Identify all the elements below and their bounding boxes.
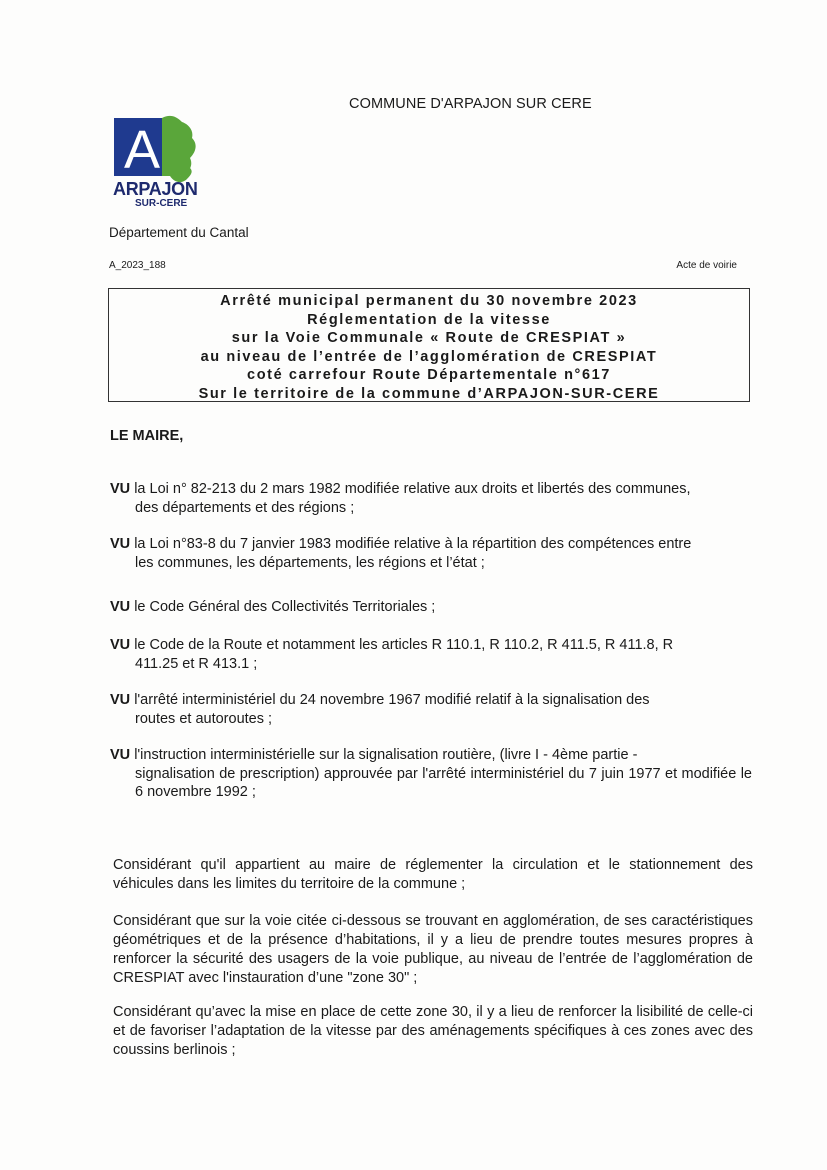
vu-clause: [110, 535, 752, 572]
vu-text-first: l'instruction interministérielle sur la signalisation routière, (livre I - 4ème partie -: [134, 747, 638, 763]
vu-keyword: VU: [110, 481, 131, 497]
vu-text-rest: 411.25 et R 413.1 ;: [135, 655, 258, 672]
vu-keyword: VU: [110, 747, 131, 763]
vu-keyword: VU: [110, 599, 131, 615]
departement: Département du Cantal: [109, 225, 249, 240]
vu-text-first: le Code de la Route et notamment les articles R 110.1, R 110.2, R 411.5, R 411.8, R: [134, 637, 674, 653]
considerant-paragraph: Considérant qu’avec la mise en place de cette zone 30, il y a lieu de renforcer la lisibilité de celle-ci et de favoriser l’adaptation de la vitesse par des aménagements spécifiques à ces zones avec des coussins berlinois ;: [113, 1004, 753, 1058]
logo-sub: SUR-CERE: [135, 198, 188, 209]
vu-text-rest: routes et autoroutes ;: [135, 710, 273, 727]
vu-text-rest: signalisation de prescription) approuvée par l'arrêté interministériel du 7 juin 1977 et modifiée le 6 novembre 1992 ;: [135, 765, 752, 800]
title-line: au niveau de l’entrée de l’agglomération de CRESPIAT: [200, 348, 658, 365]
vu-text-first: le Code Général des Collectivités Territoriales ;: [134, 599, 436, 615]
vu-clause: [110, 636, 752, 673]
commune-header: COMMUNE D'ARPAJON SUR CERE: [349, 96, 592, 112]
vu-text-first: l'arrêté interministériel du 24 novembre 1967 modifié relatif à la signalisation des: [134, 692, 650, 708]
vu-keyword: VU: [110, 536, 131, 552]
acte-type: Acte de voirie: [676, 260, 737, 271]
vu-keyword: VU: [110, 692, 131, 708]
title-line: Réglementation de la vitesse: [307, 311, 551, 328]
vu-keyword: VU: [110, 637, 131, 653]
considerant-paragraph: Considérant qu'il appartient au maire de réglementer la circulation et le stationnement des véhicules dans les limites du territoire de la commune ;: [113, 857, 753, 892]
vu-text-rest: les communes, les départements, les régions et l’état ;: [135, 554, 485, 571]
title-line: Sur le territoire de la commune d’ARPAJON-SUR-CERE: [198, 385, 660, 402]
logo-letter: A: [123, 120, 161, 180]
vu-clause: [110, 598, 752, 617]
logo-wordmark: [113, 180, 203, 209]
title-line: coté carrefour Route Départementale n°617: [247, 367, 611, 384]
le-maire-heading: LE MAIRE,: [110, 428, 184, 444]
vu-text-rest: des départements et des régions ;: [135, 499, 355, 516]
title-line: sur la Voie Communale « Route de CRESPIAT »: [231, 330, 627, 347]
considerant-paragraph: Considérant que sur la voie citée ci-dessous se trouvant en agglomération, de ses caractéristiques géométriques et de la présence d’habitations, il y a lieu de prendre toutes mesures propres à renforcer la sécurité des usagers de la voie publique, au niveau de l’entrée de l’agglomération de CRESPIAT avec l'instauration d’une "zone 30" ;: [113, 913, 753, 986]
title-line: Arrêté municipal permanent du 30 novembre 2023: [220, 293, 638, 309]
vu-clause: [110, 691, 752, 728]
vu-clause: [110, 746, 752, 802]
vu-text-first: la Loi n° 82-213 du 2 mars 1982 modifiée relative aux droits et libertés des communes,: [134, 481, 691, 497]
logo-name: ARPAJON: [113, 179, 198, 199]
document-reference: A_2023_188: [109, 260, 166, 271]
vu-clause: [110, 480, 752, 517]
vu-text-first: la Loi n°83-8 du 7 janvier 1983 modifiée relative à la répartition des compétences entre: [134, 536, 692, 552]
arrete-title-box: [108, 288, 750, 402]
